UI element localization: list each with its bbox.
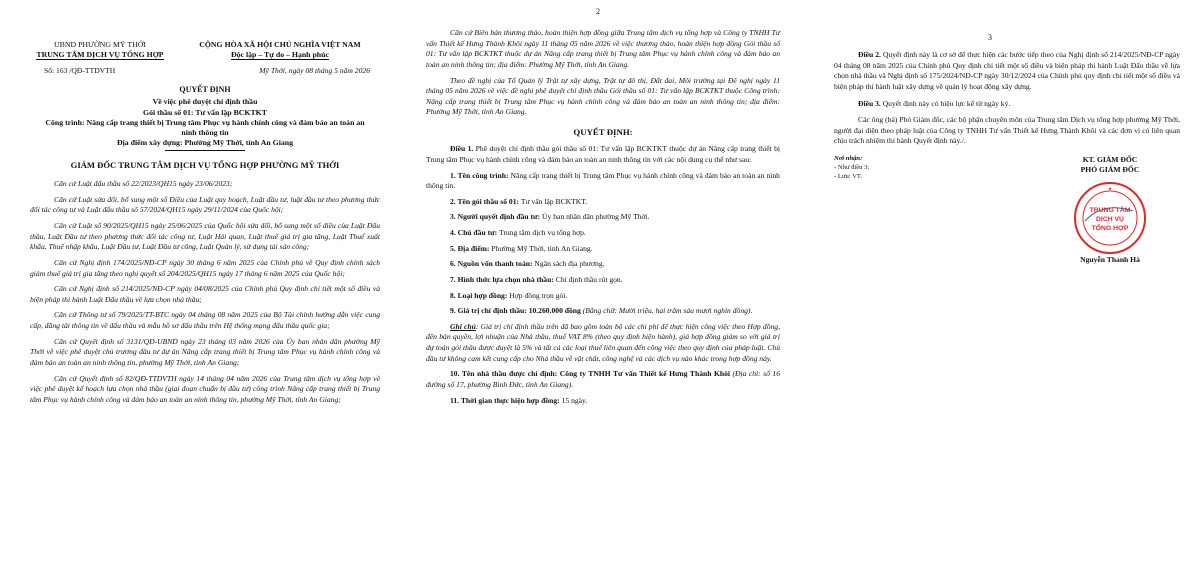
- authority-heading: GIÁM ĐỐC TRUNG TÂM DỊCH VỤ TỔNG HỢP PHƯỜNG MỸ THỚI: [70, 160, 340, 171]
- legal-basis: Căn cứ Luật số 90/2025/QH15 ngày 25/06/2025 của Quốc hội sửa đổi, bổ sung một số điều của Luật Đấu thầu, Luật Đầu tư theo phương thức đối tác công tư, Luật Hải quan, Luật thuế giá trị gia tăng, Luật Thuế xuất khẩu, Thuế nhập khẩu, Luật Đầu tư, Luật Đầu tư công, Luật Quản lý, sử dụng tài sản công;: [30, 221, 380, 252]
- article-2: [834, 50, 1180, 93]
- article-1-label: Điều 1.: [450, 144, 474, 154]
- note: [426, 322, 780, 365]
- nation-name: CỘNG HÒA XÃ HỘI CHỦ NGHĨA VIỆT NAM: [199, 40, 361, 49]
- duration-label: 11. Thời gian thực hiện hợp đồng:: [450, 395, 560, 405]
- item-value: Hợp đồng trọn gói.: [507, 290, 568, 300]
- item-value: Ngân sách địa phương.: [532, 259, 605, 269]
- legal-basis: Căn cứ Quyết định số 3131/QĐ-UBND ngày 23 tháng 03 năm 2026 của Ủy ban nhân dân phường Mỹ Thới về việc phê duyệt chủ trương đầu tư dự án Nâng cấp trang thiết bị Trung tâm Phục vụ hành chính công và đảm bảo an toàn an ninh thông tin, phường Mỹ Thới, tỉnh An Giang;: [30, 336, 380, 367]
- page-number: 3: [988, 33, 992, 42]
- nation-block: [180, 40, 380, 60]
- page-2: [400, 0, 800, 568]
- subject-line-3: Công trình: Nâng cấp trang thiết bị Trung tâm Phục vụ hành chính công và đảm bảo an toàn an ninh thông tin: [45, 117, 365, 137]
- recipient: - Như điều 3;: [834, 163, 870, 171]
- seal-text-3: TỔNG HỢP: [1091, 224, 1129, 232]
- item-value: Trung tâm dịch vụ tổng hợp.: [497, 228, 586, 238]
- seal-text-1: TRUNG TÂM: [1089, 206, 1131, 214]
- item-label: 3. Người quyết định đầu tư:: [450, 212, 541, 222]
- legal-basis: Căn cứ Nghị định 174/2025/NĐ-CP ngày 30 tháng 6 năm 2025 của Chính phủ về Quy định chính sách giảm thuế giá trị gia tăng theo nghị quyết số 204/2025/QH15 ngày 17 tháng 6 năm 2025 của Quốc hội;: [30, 257, 380, 278]
- duration-value: 15 ngày.: [559, 395, 588, 405]
- signature-area: [834, 155, 1180, 265]
- recipients: [834, 155, 869, 265]
- list-item: [426, 259, 780, 270]
- seal-graphic: [1073, 181, 1147, 255]
- page-number: 2: [596, 7, 600, 16]
- duration-item: [426, 396, 780, 407]
- recipients-label: Nơi nhận:: [834, 155, 863, 162]
- legal-basis: Căn cứ Thông tư số 79/2025/TT-BTC ngày 04 tháng 08 năm 2025 của Bộ Tài chính hướng dẫn việc cung cấp, đăng tải thông tin về đấu thầu và mẫu hồ sơ đấu thầu trên Hệ thống mạng đấu thầu quốc gia;: [30, 310, 380, 331]
- price-label: 9. Giá trị chỉ định thầu: 10.260.000 đồng: [450, 306, 581, 316]
- item-label: 5. Địa điểm:: [450, 243, 490, 253]
- official-seal: [1073, 181, 1147, 255]
- note-text: : Giá trị chỉ định thầu trên đã bao gồm toàn bộ các chi phí để thực hiện công việc theo Hợp đồng, đền bàn quyền, lợi nhuận của Nhà thầu, thuế VAT 8% (theo quy định hiện hành), giá hợp đồng giảm so với giá trị dự toán gói thầu được duyệt là 5% và tất cả các loại thuế liên quan đến công việc theo quy định của pháp luật. Chủ đầu tư không cam kết cung cấp cho Nhà thầu về vật chất, công nghệ và các dịch vụ nào khác trong hợp đồng này.: [426, 321, 780, 363]
- title-underline: [165, 150, 245, 151]
- item-label: 7. Hình thức lựa chọn nhà thầu:: [450, 274, 554, 284]
- item-value: Ủy ban nhân dân phường Mỹ Thới.: [540, 212, 650, 222]
- agency-parent: UBND PHƯỜNG MỸ THỚI: [54, 40, 146, 49]
- doc-date: Mỹ Thới, ngày 08 tháng 5 năm 2026: [259, 66, 370, 76]
- svg-text:★: ★: [1108, 185, 1112, 191]
- article-2-text: Quyết định này là cơ sở để thực hiện các bước tiếp theo của Nghị định số 214/2025/NĐ-CP ngày 04 tháng 08 năm 2025 của Chính phủ Quy định chi tiết một số điều và biện pháp thi hành Luật Đấu thầu về lựa chọn nhà thầu và Nghị định số 175/2024/NĐ-CP ngày 30/12/2024 của Chính phủ quy định chi tiết một số điều và biện pháp thi hành luật xây dựng về quản lý hoạt động xây dựng.: [834, 50, 1180, 91]
- contractor-item: [426, 369, 780, 390]
- list-item: [426, 228, 780, 239]
- basis-paragraph: Theo đề nghị của Tổ Quản lý Trật tự xây dựng, Trật tự đô thị, Đất đai, Môi trường tại Đề nghị ngày 11 tháng 05 năm 2026 về việc đề nghị phê duyệt chỉ định thầu Gói thầu số 01: Tư vấn lập BCKTKT thuộc Công trình: Nâng cấp trang thiết bị Trung tâm Phục vụ hành chính công và đảm bảo an toàn an ninh thông tin; địa điểm: Phường Mỹ Thới, tỉnh An Giang.: [426, 75, 780, 117]
- decision-heading: QUYẾT ĐỊNH:: [573, 127, 633, 137]
- item-label: 4. Chủ đầu tư:: [450, 228, 498, 238]
- legal-basis: Căn cứ Quyết định số 82/QĐ-TTDVTH ngày 14 tháng 04 năm 2026 của Trung tâm dịch vụ tổng hợp về việc phê duyệt kế hoạch lựa chọn nhà thầu (giai đoạn chuẩn bị đầu tư) công trình Nâng cấp trang thiết bị Trung tâm Phục vụ hành chính công và đảm bảo an toàn an ninh thông tin, phường Mỹ Thới, tỉnh An Giang;: [30, 373, 380, 404]
- legal-basis: Căn cứ Nghị định số 214/2025/NĐ-CP ngày 04/08/2025 của Chính phủ Quy định chi tiết một số điều và biện pháp thi hành Luật Đấu thầu về lựa chọn nhà thầu;: [30, 284, 380, 304]
- article-1-text: Phê duyệt chỉ định thầu gói thầu số 01: Tư vấn lập BCKTKT thuộc dự án Nâng cấp trang thiết bị Trung tâm Phục vụ hành chính công và đảm bảo an toàn an ninh thông tin với các nội dung cụ thể như sau:: [426, 144, 780, 164]
- signature-block: [1040, 155, 1180, 265]
- seal-text-2: DỊCH VỤ: [1096, 215, 1124, 223]
- list-item: [426, 171, 780, 192]
- price-words: (Bằng chữ: Mười triệu, hai trăm sáu mươi nghìn đồng).: [580, 306, 753, 316]
- item-value: Tư vấn lập BCKTKT.: [519, 196, 588, 206]
- article-3: [834, 99, 1180, 110]
- document-header: [30, 40, 380, 60]
- item-value: Chỉ định thầu rút gọn.: [553, 274, 623, 284]
- doc-title: QUYẾT ĐỊNH: [179, 85, 231, 95]
- sign-title: PHÓ GIÁM ĐỐC: [1080, 164, 1140, 174]
- recipient: - Lưu: VT.: [834, 172, 863, 180]
- list-item: [426, 244, 780, 255]
- note-label: Ghi chú: [450, 321, 476, 331]
- item-label: 6. Nguồn vốn thanh toán:: [450, 259, 533, 269]
- article-3-text: Quyết định này có hiệu lực kể từ ngày ký.: [880, 98, 1011, 108]
- contractor-address: (Địa chỉ: số 16 đường số 17, phường Bình Đức, tỉnh An Giang).: [426, 369, 780, 389]
- item-value: Nâng cấp trang thiết bị Trung tâm Phục vụ hành chính công và đảm bảo an toàn an ninh thông tin.: [426, 170, 780, 191]
- subject-line-4: Địa điểm xây dựng: Phường Mỹ Thới, tỉnh An Giang: [117, 137, 293, 147]
- list-item: [426, 212, 780, 223]
- list-item: [426, 275, 780, 286]
- basis-paragraph: Căn cứ Biên bản thương thảo, hoàn thiện hợp đồng giữa Trung tâm dịch vụ tổng hợp và Công ty TNHH Tư vấn Thiết kế Hưng Thành Khôi ngày 11 tháng 05 năm 2026 về việc thương thảo, hoàn thiện hợp đồng Gói thầu số 01: Tư vấn lập BCKTKT thuộc dự án Nâng cấp trang thiết bị Trung tâm Phục vụ hành chính công và đảm bảo an toàn an ninh thông tin; địa điểm: Phường Mỹ Thới, tỉnh An Giang.: [426, 28, 780, 69]
- list-item: [426, 291, 780, 302]
- item-value: Phường Mỹ Thới, tỉnh An Giang.: [489, 243, 593, 253]
- contractor-label: 10. Tên nhà thầu được chỉ định: Công ty TNHH Tư vấn Thiết kế Hưng Thành Khôi: [450, 369, 730, 379]
- page-3: [800, 0, 1200, 568]
- legal-basis: Căn cứ Luật sửa đổi, bổ sung một số Điều của Luật quy hoạch, Luật đầu tư, luật đầu tư theo phương thức đối tác công tư và Luật đấu thầu số 57/2024/QH15 ngày 29/11/2024 của Quốc hội;: [30, 194, 380, 215]
- page-1: [0, 0, 400, 568]
- subject-line-1: Về việc phê duyệt chỉ định thầu: [152, 97, 258, 107]
- agency-block: [30, 40, 170, 60]
- agency-name: TRUNG TÂM DỊCH VỤ TỔNG HỢP: [36, 49, 164, 59]
- doc-meta: [30, 66, 380, 77]
- subject-line-2: Gói thầu số 01: Tư vấn lập BCKTKT: [143, 107, 267, 117]
- closing-paragraph: Các ông (bà) Phó Giám đốc, các bộ phận chuyên môn của Trung tâm Dịch vụ tổng hợp phường Mỹ Thới, người đại diện theo pháp luật của Công ty TNHH Tư vấn Thiết kế Hưng Thành Khôi và các đơn vị có liên quan chịu trách nhiệm thi hành Quyết định này./.: [834, 115, 1180, 146]
- article-1: [426, 144, 780, 165]
- item-label: 8. Loại hợp đồng:: [450, 290, 508, 300]
- item-label: 2. Tên gói thầu số 01:: [450, 196, 520, 206]
- item-label: 1. Tên công trình:: [450, 170, 509, 180]
- signer-name: Nguyễn Thanh Hà: [1080, 254, 1140, 264]
- list-item: [426, 197, 780, 208]
- legal-basis: Căn cứ Luật đấu thầu số 22/2023/QH15 ngày 23/06/2023;: [54, 179, 233, 189]
- nation-motto: Độc lập – Tự do – Hạnh phúc: [231, 49, 329, 59]
- article-3-label: Điều 3.: [858, 98, 881, 108]
- article-2-label: Điều 2.: [858, 50, 881, 59]
- price-item: [426, 306, 780, 317]
- doc-number: Số: 163 /QĐ-TTDVTH: [44, 66, 116, 76]
- sign-for: KT. GIÁM ĐỐC: [1082, 155, 1138, 164]
